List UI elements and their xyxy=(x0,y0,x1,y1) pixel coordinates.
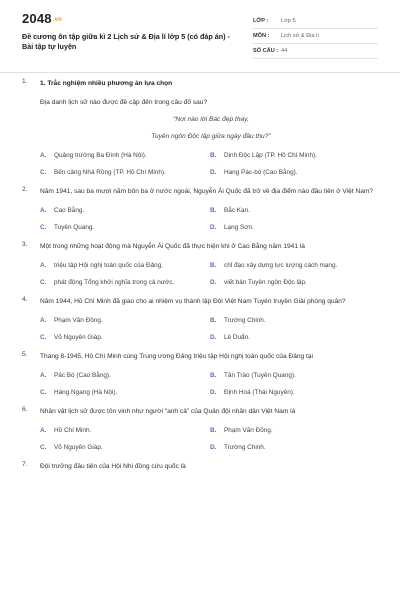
meta-key: LỚP : xyxy=(253,18,269,24)
meta-value: 44 xyxy=(281,48,288,54)
option-letter: B. xyxy=(210,427,217,434)
option-text: Võ Nguyên Giáp. xyxy=(54,334,103,341)
option-text: Hồ Chí Minh. xyxy=(54,427,92,434)
question-text: Năm 1941, sau ba mươi năm bôn ba ở nước ngoài, Nguyễn Ái Quốc đã trở về địa điểm nào đầu tiên ở Việt Nam? xyxy=(40,188,374,195)
question-number: 7. xyxy=(22,461,28,468)
question-body xyxy=(40,406,382,451)
question-number: 4. xyxy=(22,296,28,303)
option-text: chỉ đạo xây dựng lực lượng cách mạng. xyxy=(224,262,338,269)
header-divider xyxy=(0,72,400,73)
question-body xyxy=(40,186,382,231)
page-header xyxy=(0,0,400,70)
question-body xyxy=(40,78,382,176)
meta-key: SỐ CÂU : xyxy=(253,48,279,54)
question-item xyxy=(22,186,382,231)
question-body xyxy=(40,241,382,286)
answer-option-d[interactable] xyxy=(210,444,380,451)
question-item xyxy=(22,296,382,341)
meta-row-count xyxy=(253,44,378,59)
question-number: 2. xyxy=(22,186,28,193)
option-letter: B. xyxy=(210,262,217,269)
answer-option-a[interactable] xyxy=(40,317,210,324)
meta-row-class xyxy=(253,14,378,29)
question-body xyxy=(40,461,382,472)
question-body xyxy=(40,296,382,341)
answer-option-b[interactable] xyxy=(210,262,380,269)
answer-option-d[interactable] xyxy=(210,224,380,231)
document-title: Đề cương ôn tập giữa kì 2 Lịch sử & Địa lí lớp 5 (có đáp án) - Bài tập tự luyện xyxy=(22,32,230,51)
option-text: phát động Tổng khởi nghĩa trong cả nước. xyxy=(54,279,175,286)
option-text: Trường Chinh. xyxy=(224,444,266,451)
answer-option-d[interactable] xyxy=(210,279,380,286)
option-text: Cao Bằng. xyxy=(54,207,85,214)
option-letter: C. xyxy=(40,444,47,451)
question-text: Năm 1944, Hồ Chí Minh đã giao cho ai nhiệm vụ thành lập Đội Việt Nam Tuyên truyền Giải phóng quân? xyxy=(40,298,346,305)
option-letter: D. xyxy=(210,334,217,341)
answer-options xyxy=(40,207,382,231)
answer-option-c[interactable] xyxy=(40,169,210,176)
option-letter: C. xyxy=(40,169,47,176)
option-letter: D. xyxy=(210,169,217,176)
answer-options xyxy=(40,372,382,396)
question-quote xyxy=(40,114,382,142)
option-text: Dinh Độc Lập (TP. Hồ Chí Minh). xyxy=(224,152,317,159)
option-letter: D. xyxy=(210,279,217,286)
option-letter: D. xyxy=(210,224,217,231)
answer-option-d[interactable] xyxy=(210,169,380,176)
answer-option-d[interactable] xyxy=(210,389,380,396)
meta-table xyxy=(253,14,378,59)
meta-key: MÔN : xyxy=(253,33,270,39)
question-item xyxy=(22,406,382,451)
option-letter: A. xyxy=(40,372,47,379)
question-text: Tháng 8-1945, Hồ Chí Minh cùng Trung ương Đảng triệu tập Hội nghị toàn quốc của Đảng tại xyxy=(40,353,314,360)
question-number: 1. xyxy=(22,78,28,85)
question-body xyxy=(40,351,382,396)
answer-option-c[interactable] xyxy=(40,444,210,451)
option-text: Phạm Văn Đồng. xyxy=(54,317,103,324)
question-item xyxy=(22,351,382,396)
option-text: Bến cảng Nhà Rồng (TP. Hồ Chí Minh). xyxy=(54,169,166,176)
answer-option-c[interactable] xyxy=(40,279,210,286)
answer-options xyxy=(40,262,382,286)
section-heading: 1. Trắc nghiệm nhiều phương án lựa chọn xyxy=(40,80,173,87)
option-text: Tuyên Quang. xyxy=(54,224,95,231)
answer-option-b[interactable] xyxy=(210,207,380,214)
option-letter: A. xyxy=(40,152,47,159)
option-text: Trường Chinh. xyxy=(224,317,266,324)
option-text: viết bản Tuyên ngôn Độc lập. xyxy=(224,279,307,286)
answer-option-c[interactable] xyxy=(40,334,210,341)
option-text: Phạm Văn Đồng. xyxy=(224,427,273,434)
answer-options xyxy=(40,152,382,176)
option-letter: C. xyxy=(40,334,47,341)
meta-value: Lớp 5 xyxy=(281,18,296,24)
option-text: Quảng trường Ba Đình (Hà Nội). xyxy=(54,152,147,159)
question-text: Một trong những hoạt động mà Nguyễn Ái Quốc đã thực hiện khi ở Cao Bằng năm 1941 là xyxy=(40,243,305,250)
question-text: Đội trưởng đầu tiên của Hội Nhi đồng cứu quốc là xyxy=(40,463,186,470)
option-letter: A. xyxy=(40,317,47,324)
option-letter: C. xyxy=(40,224,47,231)
answer-option-a[interactable] xyxy=(40,262,210,269)
quote-line: Tuyên ngôn Độc lập giữa ngày đầu thu?” xyxy=(151,133,271,140)
answer-option-d[interactable] xyxy=(210,334,380,341)
meta-row-subject xyxy=(253,29,378,44)
answer-option-a[interactable] xyxy=(40,372,210,379)
option-text: Pác Bó (Cao Bằng). xyxy=(54,372,111,379)
option-text: Hàng Ngang (Hà Nội). xyxy=(54,389,118,396)
question-number: 6. xyxy=(22,406,28,413)
question-list xyxy=(22,78,382,482)
option-letter: D. xyxy=(210,444,217,451)
answer-option-b[interactable] xyxy=(210,427,380,434)
question-item xyxy=(22,461,382,472)
option-letter: B. xyxy=(210,207,217,214)
option-letter: C. xyxy=(40,279,47,286)
option-letter: A. xyxy=(40,262,47,269)
question-item xyxy=(22,241,382,286)
site-logo[interactable] xyxy=(22,11,62,26)
option-letter: B. xyxy=(210,372,217,379)
question-text: Nhân vật lịch sử được tôn vinh như người “anh cả” của Quân đội nhân dân Việt Nam là xyxy=(40,408,296,415)
answer-option-a[interactable] xyxy=(40,427,210,434)
question-number: 5. xyxy=(22,351,28,358)
answer-option-a[interactable] xyxy=(40,207,210,214)
option-letter: B. xyxy=(210,152,217,159)
option-letter: A. xyxy=(40,207,47,214)
quote-line: “Nơi nào lời Bác đẹp thay, xyxy=(173,116,249,123)
answer-options xyxy=(40,317,382,341)
option-letter: D. xyxy=(210,389,217,396)
option-text: Hang Pác-bó (Cao Bằng). xyxy=(224,169,298,176)
answer-option-a[interactable] xyxy=(40,152,210,159)
option-letter: C. xyxy=(40,389,47,396)
option-text: Lê Duẩn. xyxy=(224,334,250,341)
meta-value: Lịch sử & Địa lí xyxy=(281,33,319,39)
answer-option-b[interactable] xyxy=(210,152,380,159)
question-item xyxy=(22,78,382,176)
logo-suffix: .vn xyxy=(52,16,63,23)
question-text: Địa danh lịch sử nào được đề cập đến trong câu đố sau? xyxy=(40,99,208,106)
logo-text: 2048 xyxy=(22,11,52,26)
option-text: triệu tập Hội nghị toàn quốc của Đảng. xyxy=(54,262,164,269)
option-text: Tân Trào (Tuyên Quang). xyxy=(224,372,296,379)
answer-option-b[interactable] xyxy=(210,317,380,324)
question-number: 3. xyxy=(22,241,28,248)
option-text: Võ Nguyên Giáp. xyxy=(54,444,103,451)
option-letter: A. xyxy=(40,427,47,434)
answer-option-b[interactable] xyxy=(210,372,380,379)
answer-option-c[interactable] xyxy=(40,389,210,396)
option-letter: B. xyxy=(210,317,217,324)
answer-options xyxy=(40,427,382,451)
answer-option-c[interactable] xyxy=(40,224,210,231)
option-text: Định Hoá (Thái Nguyên). xyxy=(224,389,295,396)
option-text: Lạng Sơn. xyxy=(224,224,254,231)
option-text: Bắc Kạn. xyxy=(224,207,250,214)
